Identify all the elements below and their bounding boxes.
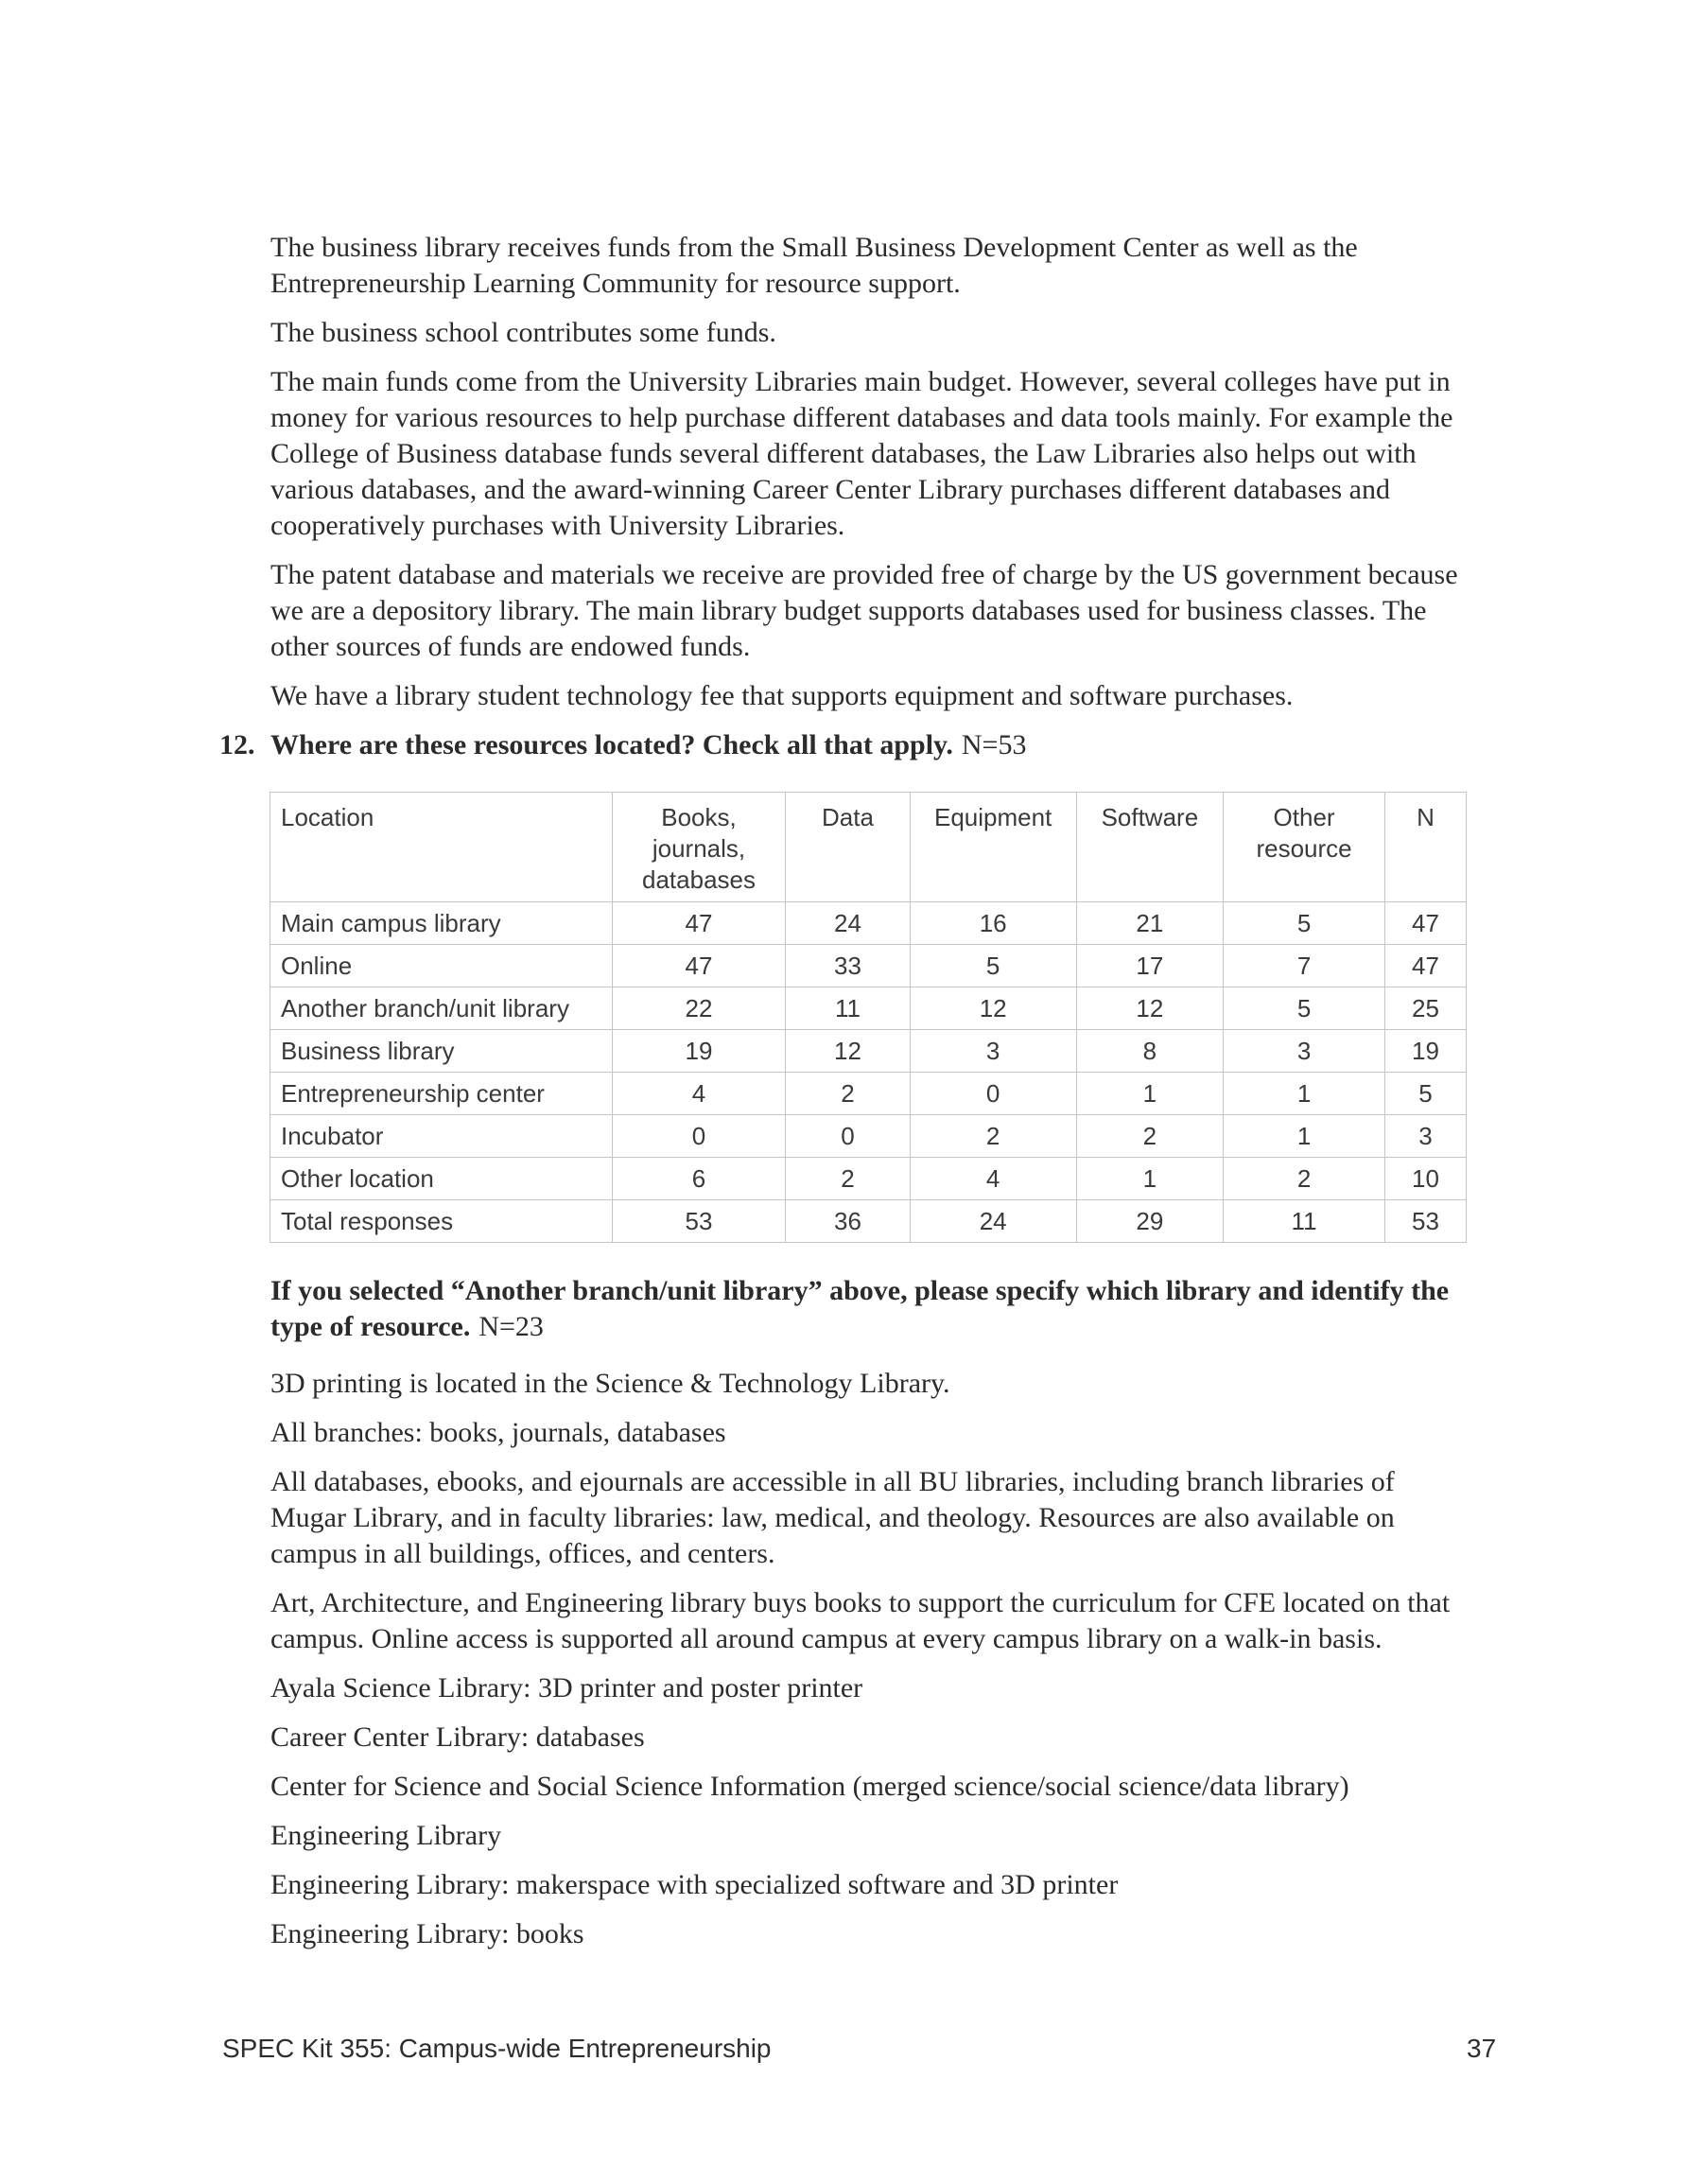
table-row xyxy=(270,945,1467,987)
table-row xyxy=(270,902,1467,945)
resources-location-table xyxy=(270,792,1467,1243)
column-header-n: N xyxy=(1384,793,1466,902)
table-row xyxy=(270,1073,1467,1115)
cell-value: 2 xyxy=(786,1158,911,1200)
column-header-location: Location xyxy=(270,793,613,902)
table-row-total xyxy=(270,1200,1467,1243)
row-label: Total responses xyxy=(270,1200,613,1243)
cell-value: 12 xyxy=(786,1030,911,1073)
footer-page-number: 37 xyxy=(1467,2034,1497,2063)
column-header-software: Software xyxy=(1076,793,1224,902)
cell-value: 11 xyxy=(1224,1200,1385,1243)
intro-paragraph-5: We have a library student technology fee that supports equipment and software purchases. xyxy=(270,680,1294,711)
cell-value: 16 xyxy=(910,902,1076,945)
cell-value: 1 xyxy=(1224,1115,1385,1158)
cell-value: 2 xyxy=(1224,1158,1385,1200)
row-label: Entrepreneurship center xyxy=(270,1073,613,1115)
table-row xyxy=(270,1115,1467,1158)
cell-value: 10 xyxy=(1384,1158,1466,1200)
response-item: Engineering Library: books xyxy=(270,1918,584,1949)
question-number: 12. xyxy=(219,729,255,760)
cell-value: 17 xyxy=(1076,945,1224,987)
table-row xyxy=(270,1030,1467,1073)
response-item: 3D printing is located in the Science & Technology Library. xyxy=(270,1368,950,1399)
cell-value: 0 xyxy=(612,1115,785,1158)
table-row xyxy=(270,987,1467,1030)
cell-value: 2 xyxy=(1076,1115,1224,1158)
cell-value: 2 xyxy=(786,1073,911,1115)
row-label: Another branch/unit library xyxy=(270,987,613,1030)
response-item: All databases, ebooks, and ejournals are accessible in all BU libraries, including branch libraries of Mugar Library, and in faculty libraries: law, medical, and theology. Resources are also available on campus in all buildings, offices, and centers. xyxy=(270,1466,1395,1569)
cell-value: 6 xyxy=(612,1158,785,1200)
cell-value: 7 xyxy=(1224,945,1385,987)
cell-value: 19 xyxy=(612,1030,785,1073)
cell-value: 47 xyxy=(612,902,785,945)
question-text: Where are these resources located? Check all that apply. xyxy=(270,729,953,760)
intro-paragraph-3: The main funds come from the University Libraries main budget. However, several colleges have put in money for various resources to help purchase different databases and data tools mainly. For example the College of Business database funds several different databases, the Law Libraries also helps out with various databases, and the award-winning Career Center Library purchases different databases and cooperatively purchases with University Libraries. xyxy=(270,366,1453,541)
cell-value: 5 xyxy=(1224,987,1385,1030)
cell-value: 4 xyxy=(612,1073,785,1115)
cell-value: 1 xyxy=(1224,1073,1385,1115)
response-item: Career Center Library: databases xyxy=(270,1721,645,1753)
response-item: Art, Architecture, and Engineering library buys books to support the curriculum for CFE located on that campus. Online access is supported all around campus at every campus library on a walk-in basis. xyxy=(270,1587,1451,1654)
cell-value: 5 xyxy=(910,945,1076,987)
cell-value: 2 xyxy=(910,1115,1076,1158)
followup-note-text: If you selected “Another branch/unit library” above, please specify which library and identify the type of resource. xyxy=(270,1275,1450,1342)
question-n-count: N=53 xyxy=(961,729,1027,760)
row-label: Main campus library xyxy=(270,902,613,945)
cell-value: 0 xyxy=(786,1115,911,1158)
cell-value: 3 xyxy=(1384,1115,1466,1158)
response-item: Ayala Science Library: 3D printer and poster printer xyxy=(270,1672,863,1704)
cell-value: 12 xyxy=(910,987,1076,1030)
column-header-data: Data xyxy=(786,793,911,902)
cell-value: 4 xyxy=(910,1158,1076,1200)
row-label: Business library xyxy=(270,1030,613,1073)
cell-value: 8 xyxy=(1076,1030,1224,1073)
cell-value: 22 xyxy=(612,987,785,1030)
row-label: Other location xyxy=(270,1158,613,1200)
cell-value: 47 xyxy=(1384,945,1466,987)
column-header-equipment: Equipment xyxy=(910,793,1076,902)
cell-value: 53 xyxy=(612,1200,785,1243)
question-12 xyxy=(219,727,1466,763)
cell-value: 24 xyxy=(786,902,911,945)
cell-value: 3 xyxy=(1224,1030,1385,1073)
cell-value: 11 xyxy=(786,987,911,1030)
intro-paragraph-1: The business library receives funds from the Small Business Development Center as well as the Entrepreneurship Learning Community for resource support. xyxy=(270,232,1358,299)
cell-value: 3 xyxy=(910,1030,1076,1073)
intro-paragraph-2: The business school contributes some funds. xyxy=(270,317,776,348)
cell-value: 12 xyxy=(1076,987,1224,1030)
cell-value: 36 xyxy=(786,1200,911,1243)
row-label: Incubator xyxy=(270,1115,613,1158)
response-item: Center for Science and Social Science Information (merged science/social science/data library) xyxy=(270,1771,1349,1802)
cell-value: 24 xyxy=(910,1200,1076,1243)
cell-value: 19 xyxy=(1384,1030,1466,1073)
response-item: All branches: books, journals, databases xyxy=(270,1417,726,1448)
response-item: Engineering Library xyxy=(270,1820,502,1851)
followup-n-count: N=23 xyxy=(478,1311,544,1342)
followup-note xyxy=(270,1273,1466,1345)
column-header-books-journals-databases: Books, journals, databases xyxy=(612,793,785,902)
footer-publication-title: SPEC Kit 355: Campus-wide Entrepreneurship xyxy=(222,2034,772,2063)
page-content xyxy=(219,230,1466,1966)
response-item: Engineering Library: makerspace with specialized software and 3D printer xyxy=(270,1869,1119,1900)
cell-value: 5 xyxy=(1384,1073,1466,1115)
cell-value: 0 xyxy=(910,1073,1076,1115)
table-header-row xyxy=(270,793,1467,902)
table-row xyxy=(270,1158,1467,1200)
cell-value: 47 xyxy=(612,945,785,987)
cell-value: 47 xyxy=(1384,902,1466,945)
cell-value: 1 xyxy=(1076,1158,1224,1200)
cell-value: 1 xyxy=(1076,1073,1224,1115)
cell-value: 25 xyxy=(1384,987,1466,1030)
cell-value: 21 xyxy=(1076,902,1224,945)
cell-value: 29 xyxy=(1076,1200,1224,1243)
column-header-other-resource: Other resource xyxy=(1224,793,1385,902)
intro-paragraph-4: The patent database and materials we receive are provided free of charge by the US government because we are a depository library. The main library budget supports databases used for business classes. The other sources of funds are endowed funds. xyxy=(270,559,1458,662)
cell-value: 33 xyxy=(786,945,911,987)
cell-value: 5 xyxy=(1224,902,1385,945)
cell-value: 53 xyxy=(1384,1200,1466,1243)
row-label: Online xyxy=(270,945,613,987)
